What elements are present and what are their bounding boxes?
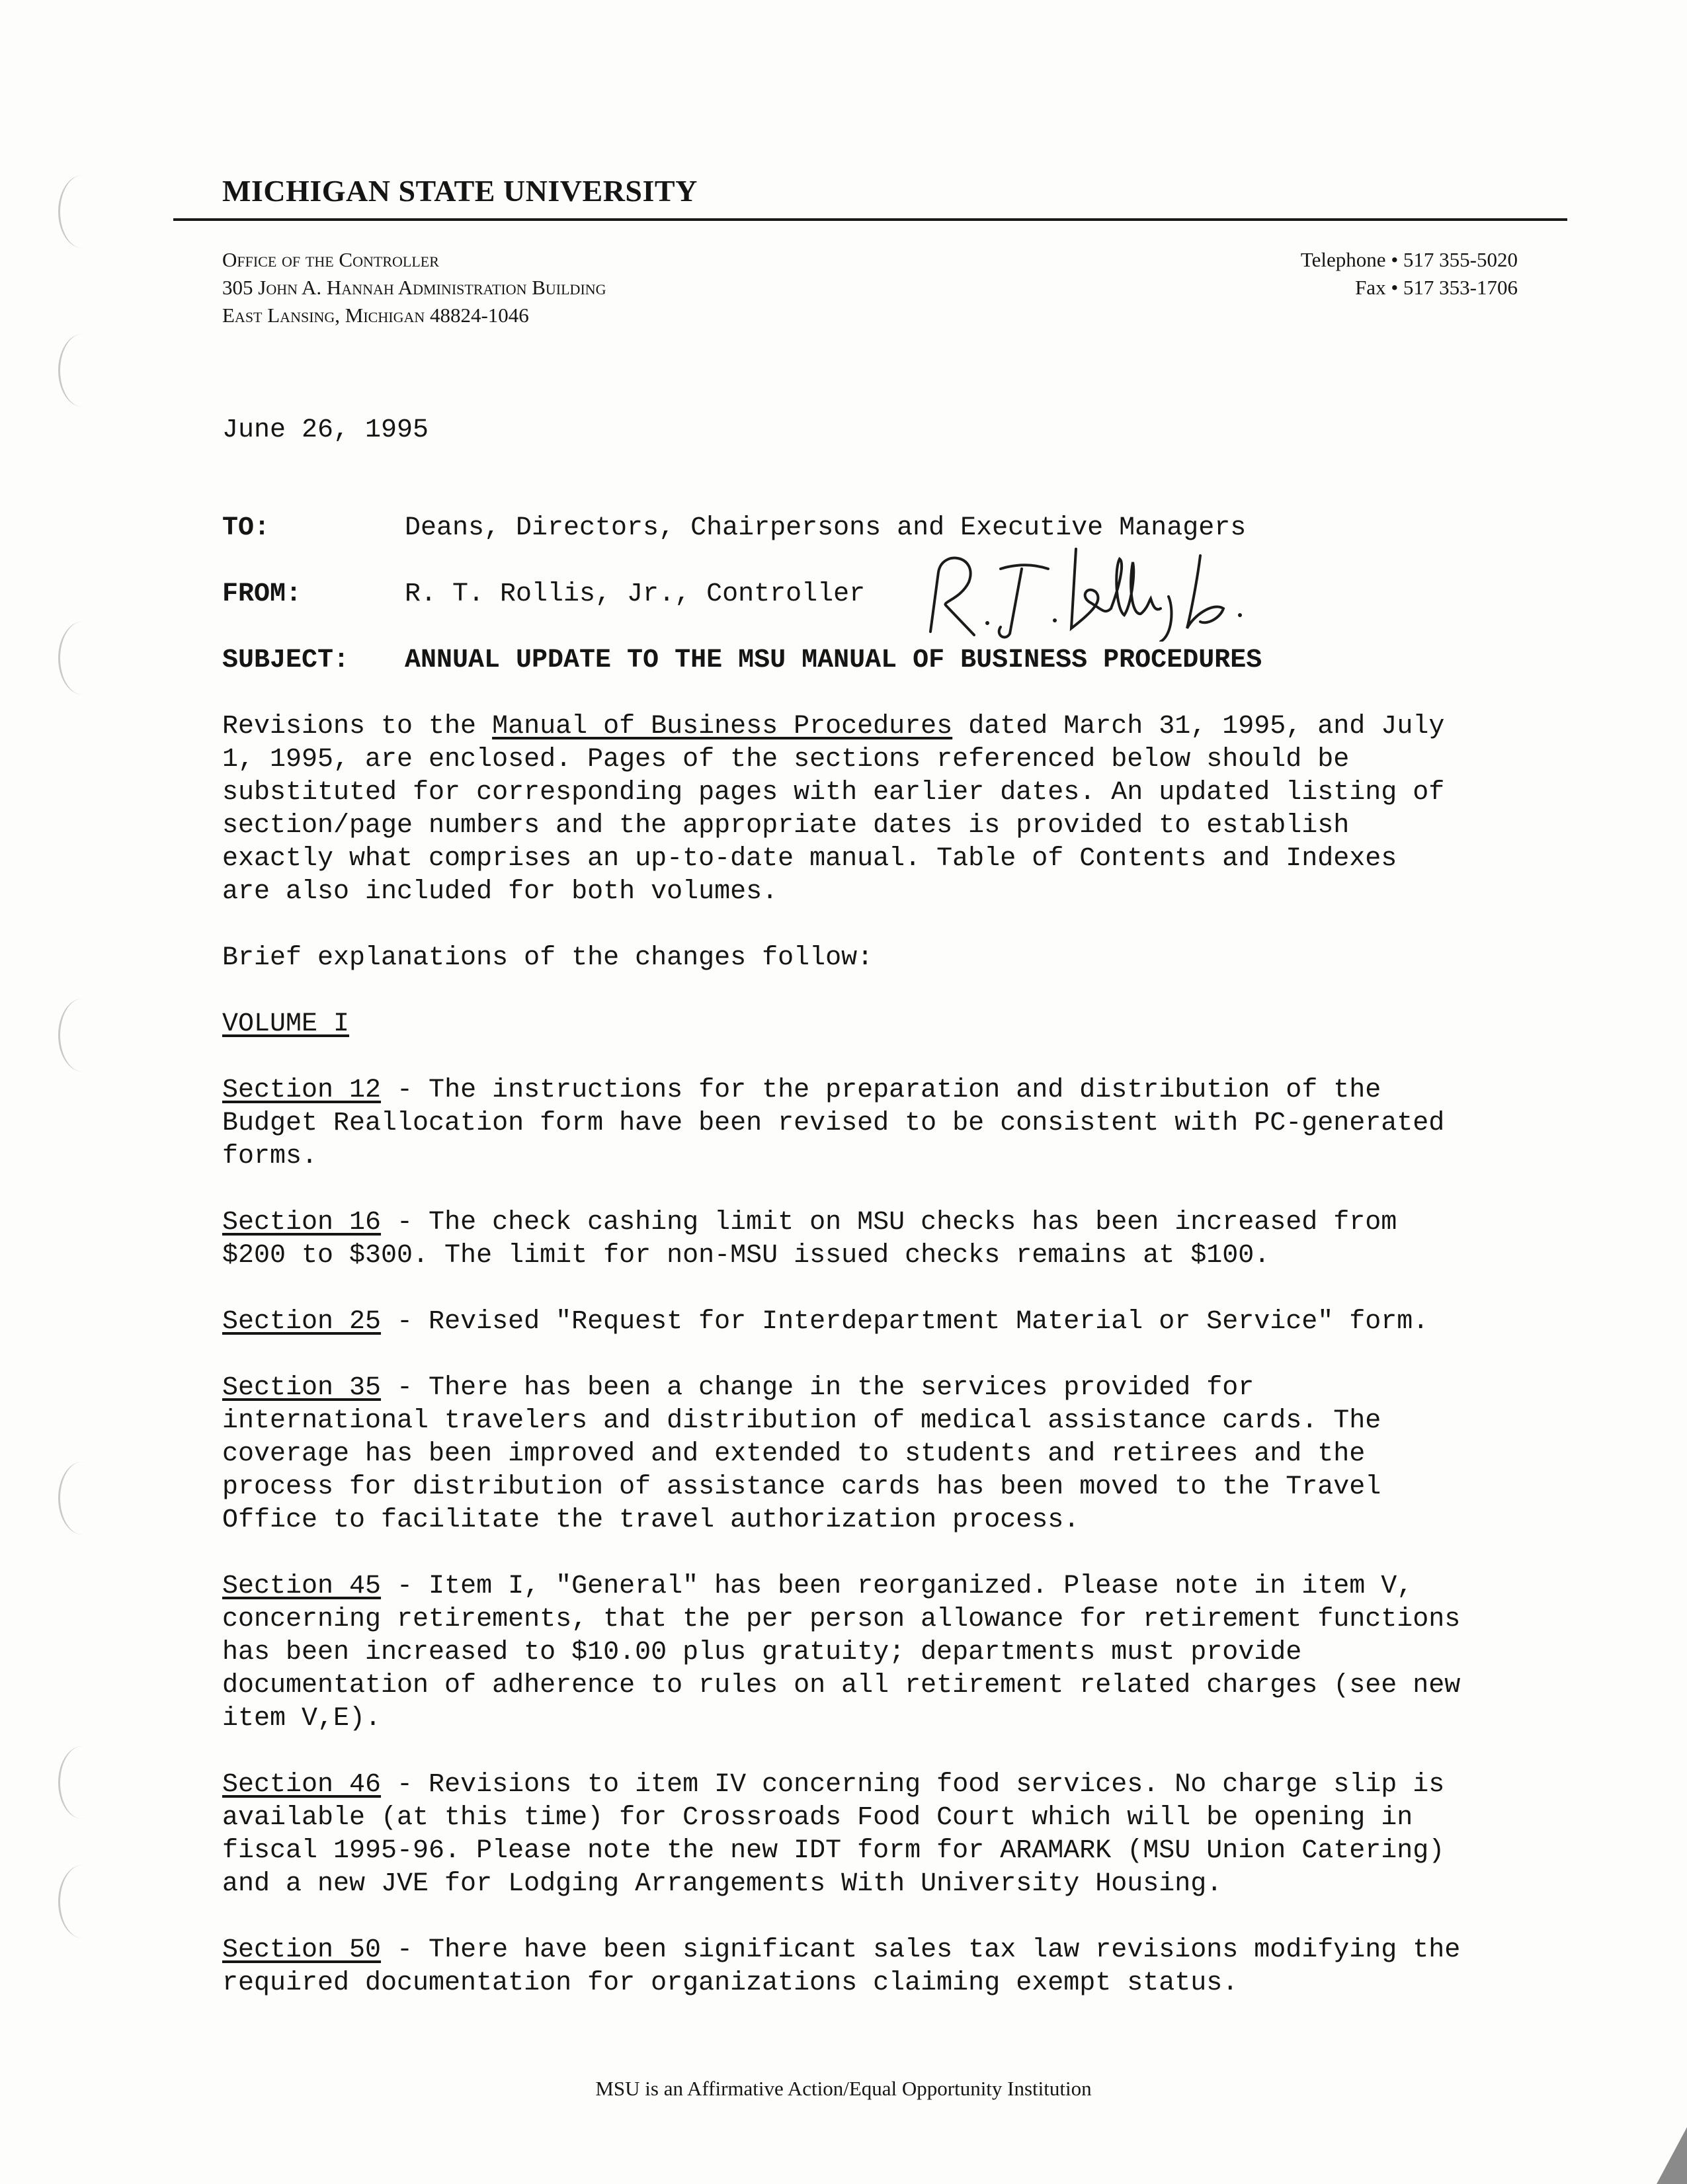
body-line xyxy=(222,1074,1518,1107)
body-line: forms. xyxy=(222,1142,318,1171)
body-text: - Item I, "General" has been reorganized. Please note in item V, xyxy=(381,1572,1413,1601)
subject-text: ANNUAL UPDATE TO THE MSU MANUAL OF BUSINESS PROCEDURES xyxy=(405,646,1262,675)
section-label: Section 50 xyxy=(222,1935,382,1965)
fax: Fax • 517 353-1706 xyxy=(1355,276,1518,299)
body-line: are also included for both volumes. xyxy=(222,877,778,907)
section-paragraph xyxy=(222,1372,1518,1537)
body-text: - The check cashing limit on MSU checks has been increased from xyxy=(381,1208,1397,1238)
section-paragraph xyxy=(222,1570,1518,1736)
body-line: $200 to $300. The limit for non-MSU issued checks remains at $100. xyxy=(222,1241,1270,1271)
body-line xyxy=(222,1934,1518,1967)
volume-label: VOLUME I xyxy=(222,1009,350,1039)
section-label: Section 16 xyxy=(222,1208,382,1238)
binder-hole xyxy=(58,1746,106,1819)
body-line: documentation of adherence to rules on all retirement related charges (see new xyxy=(222,1671,1461,1701)
body-line: fiscal 1995-96. Please note the new IDT form for ARAMARK (MSU Union Catering) xyxy=(222,1836,1445,1866)
office-address xyxy=(222,246,606,329)
page-corner-fold xyxy=(1657,2127,1687,2184)
office-line: East Lansing, Michigan 48824-1046 xyxy=(222,304,529,327)
body-text: - Revisions to item IV concerning food services. No charge slip is xyxy=(381,1770,1445,1800)
body-text: - Revised "Request for Interdepartment Material or Service" form. xyxy=(381,1307,1429,1337)
binder-hole xyxy=(58,622,106,694)
body-line: item V,E). xyxy=(222,1704,382,1734)
to-label: TO: xyxy=(222,513,270,543)
office-line: 305 John A. Hannah Administration Building xyxy=(222,276,606,299)
letterhead-rule xyxy=(173,218,1567,221)
body-text: dated March 31, 1995, and July xyxy=(952,712,1445,741)
from-label: FROM: xyxy=(222,579,302,609)
volume-heading xyxy=(222,1008,1518,1041)
body-line xyxy=(222,1306,1518,1339)
body-text: - The instructions for the preparation and distribution of the xyxy=(381,1075,1381,1105)
contact-info xyxy=(1301,246,1518,302)
body-line xyxy=(222,710,1518,743)
section-label: Section 12 xyxy=(222,1075,382,1105)
body-text: - There have been significant sales tax law revisions modifying the xyxy=(381,1935,1461,1965)
binder-hole xyxy=(58,1462,106,1534)
body-line: process for distribution of assistance cards has been moved to the Travel xyxy=(222,1472,1381,1502)
section-paragraph xyxy=(222,1306,1518,1339)
binder-hole xyxy=(58,999,106,1071)
body-line xyxy=(222,1769,1518,1802)
section-label: Section 25 xyxy=(222,1307,382,1337)
binder-hole xyxy=(58,175,106,248)
footer-statement: MSU is an Affirmative Action/Equal Opportunity Institution xyxy=(595,2077,1092,2100)
body-text: - There has been a change in the services provided for xyxy=(381,1373,1255,1403)
binder-hole xyxy=(58,334,106,407)
to-recipients: Deans, Directors, Chairpersons and Executive Managers xyxy=(405,513,1247,543)
body-line: exactly what comprises an up-to-date manual. Table of Contents and Indexes xyxy=(222,844,1397,874)
university-name: MICHIGAN STATE UNIVERSITY xyxy=(222,174,698,208)
body-line: concerning retirements, that the per person allowance for retirement functions xyxy=(222,1605,1461,1634)
body-line: international travelers and distribution of medical assistance cards. The xyxy=(222,1406,1381,1436)
body-line: coverage has been improved and extended to students and retirees and the xyxy=(222,1439,1366,1469)
body-line: available (at this time) for Crossroads Food Court which will be opening in xyxy=(222,1803,1413,1833)
section-paragraph xyxy=(222,1769,1518,1901)
memo-body xyxy=(222,710,1518,2033)
section-label: Section 45 xyxy=(222,1572,382,1601)
body-line: section/page numbers and the appropriate dates is provided to establish xyxy=(222,811,1350,841)
body-line: required documentation for organizations claiming exempt status. xyxy=(222,1968,1239,1998)
section-label: Section 46 xyxy=(222,1770,382,1800)
intro-paragraph xyxy=(222,710,1518,909)
body-text: Revisions to the xyxy=(222,712,493,741)
body-line: Office to facilitate the travel authorization process. xyxy=(222,1505,1080,1535)
section-paragraph xyxy=(222,1074,1518,1173)
office-line: Office of the Controller xyxy=(222,248,439,271)
section-label: Section 35 xyxy=(222,1373,382,1403)
section-paragraph xyxy=(222,1206,1518,1273)
manual-title: Manual of Business Procedures xyxy=(492,712,953,741)
body-line xyxy=(222,1372,1518,1405)
body-line: has been increased to $10.00 plus gratuity; departments must provide xyxy=(222,1638,1302,1667)
handwritten-signature xyxy=(923,542,1266,642)
body-line xyxy=(222,1206,1518,1239)
subject-label: SUBJECT: xyxy=(222,646,350,675)
brief-explanations: Brief explanations of the changes follow: xyxy=(222,943,874,973)
telephone: Telephone • 517 355-5020 xyxy=(1300,248,1518,271)
section-paragraph xyxy=(222,1934,1518,2000)
from-sender: R. T. Rollis, Jr., Controller xyxy=(405,579,866,609)
body-line xyxy=(222,1570,1518,1603)
body-line: Budget Reallocation form have been revised to be consistent with PC-generated xyxy=(222,1109,1445,1138)
body-line: and a new JVE for Lodging Arrangements With University Housing. xyxy=(222,1869,1223,1899)
binder-hole xyxy=(58,1865,106,1938)
body-line: 1, 1995, are enclosed. Pages of the sections referenced below should be xyxy=(222,745,1350,775)
memo-date: June 26, 1995 xyxy=(222,415,429,445)
body-line: substituted for corresponding pages with earlier dates. An updated listing of xyxy=(222,778,1445,808)
